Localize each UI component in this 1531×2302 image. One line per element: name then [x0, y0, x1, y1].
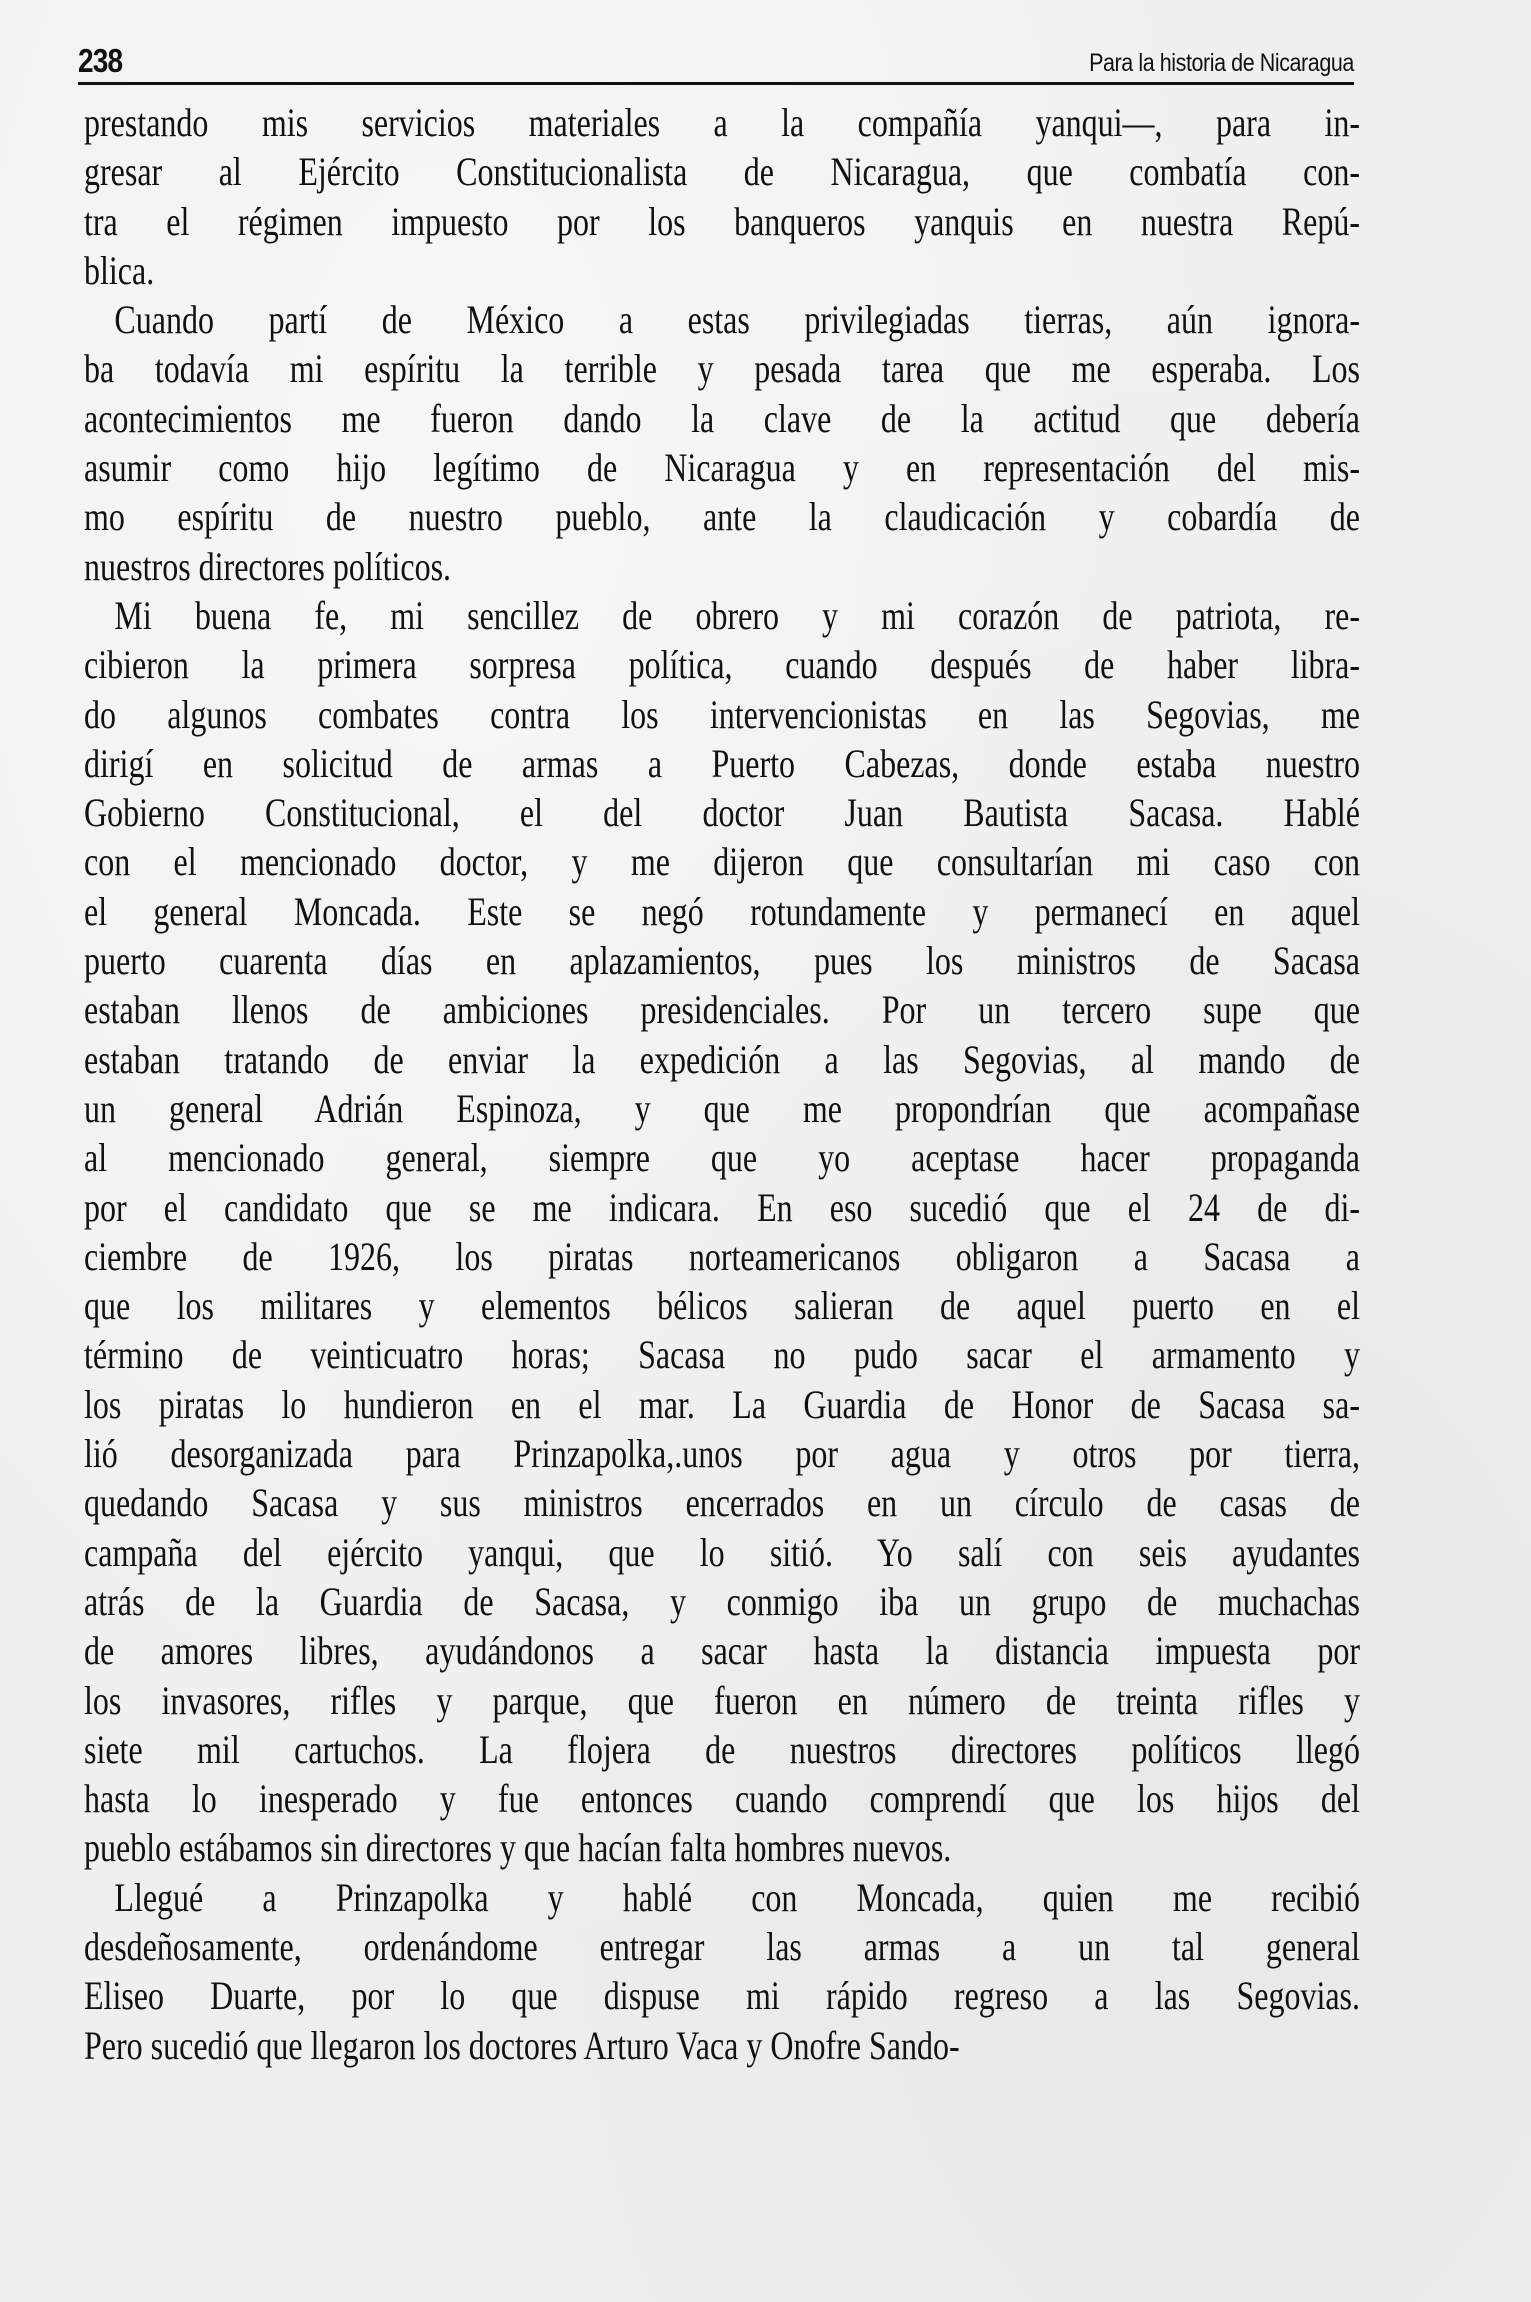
paragraph: [84, 98, 1360, 295]
text-line: do algunos combates contra los intervencionistas en las Segovias, me: [84, 691, 1360, 737]
text-line: los piratas lo hundieron en el mar. La Guardia de Honor de Sacasa sa-: [84, 1381, 1360, 1427]
text-line: asumir como hijo legítimo de Nicaragua y en representación del mis-: [84, 445, 1360, 491]
text-line: el general Moncada. Este se negó rotundamente y permanecí en aquel: [84, 888, 1360, 934]
text-line: prestando mis servicios materiales a la compañía yanqui—, para in-: [84, 100, 1360, 145]
text-line: los invasores, rifles y parque, que fueron en número de treinta rifles y: [84, 1677, 1360, 1723]
text-line: acontecimientos me fueron dando la clave de la actitud que debería: [84, 395, 1360, 441]
page-header: [78, 40, 1354, 82]
text-line: con el mencionado doctor, y me dijeron que consultarían mi caso con: [84, 839, 1360, 885]
paragraph: [84, 1873, 1360, 2070]
text-line: blica.: [84, 247, 155, 293]
page-number: 238: [78, 42, 123, 79]
text-line: siete mil cartuchos. La flojera de nuestros directores políticos llegó: [84, 1726, 1360, 1772]
text-line: por el candidato que se me indicara. En eso sucedió que el 24 de di-: [84, 1184, 1360, 1230]
text-line: dirigí en solicitud de armas a Puerto Cabezas, donde estaba nuestro: [84, 740, 1360, 786]
paragraph: [84, 591, 1360, 1873]
header-rule: [78, 82, 1354, 85]
text-line: Llegué a Prinzapolka y hablé con Moncada, quien me recibió: [114, 1874, 1360, 1920]
text-line: puerto cuarenta días en aplazamientos, pues los ministros de Sacasa: [84, 938, 1360, 984]
text-line: al mencionado general, siempre que yo aceptase hacer propaganda: [84, 1135, 1360, 1181]
text-line: un general Adrián Espinoza, y que me propondrían que acompañase: [84, 1085, 1360, 1131]
text-line: campaña del ejército yanqui, que lo sitió. Yo salí con seis ayudantes: [84, 1529, 1360, 1575]
text-line: mo espíritu de nuestro pueblo, ante la claudicación y cobardía de: [84, 494, 1360, 540]
text-line: término de veinticuatro horas; Sacasa no pudo sacar el armamento y: [84, 1332, 1360, 1378]
text-line: Pero sucedió que llegaron los doctores Arturo Vaca y Onofre Sando-: [84, 2022, 960, 2068]
text-line: estaban llenos de ambiciones presidenciales. Por un tercero supe que: [84, 987, 1360, 1033]
text-line: de amores libres, ayudándonos a sacar hasta la distancia impuesta por: [84, 1628, 1360, 1674]
text-line: cibieron la primera sorpresa política, cuando después de haber libra-: [84, 642, 1360, 688]
text-line: nuestros directores políticos.: [84, 543, 452, 589]
paragraph: [84, 295, 1360, 591]
text-line: desdeñosamente, ordenándome entregar las armas a un tal general: [84, 1923, 1360, 1969]
text-line: Eliseo Duarte, por lo que dispuse mi rápido regreso a las Segovias.: [84, 1973, 1360, 2019]
text-line: que los militares y elementos bélicos salieran de aquel puerto en el: [84, 1283, 1360, 1329]
text-line: hasta lo inesperado y fue entonces cuando comprendí que los hijos del: [84, 1776, 1360, 1822]
text-line: atrás de la Guardia de Sacasa, y conmigo iba un grupo de muchachas: [84, 1578, 1360, 1624]
text-line: estaban tratando de enviar la expedición a las Segovias, al mando de: [84, 1036, 1360, 1082]
text-line: ba todavía mi espíritu la terrible y pesada tarea que me esperaba. Los: [84, 346, 1360, 392]
text-line: tra el régimen impuesto por los banqueros yanquis en nuestra Repú-: [84, 198, 1360, 244]
text-line: ciembre de 1926, los piratas norteamericanos obligaron a Sacasa a: [84, 1233, 1360, 1279]
text-line: gresar al Ejército Constitucionalista de Nicaragua, que combatía con-: [84, 149, 1360, 195]
body-text: [84, 98, 1360, 2070]
text-line: Gobierno Constitucional, el del doctor Juan Bautista Sacasa. Hablé: [84, 790, 1360, 836]
text-line: Mi buena fe, mi sencillez de obrero y mi corazón de patriota, re-: [114, 592, 1360, 638]
running-head: Para la historia de Nicaragua: [1089, 49, 1354, 77]
text-line: lió desorganizada para Prinzapolka,.unos por agua y otros por tierra,: [84, 1431, 1360, 1477]
text-line: pueblo estábamos sin directores y que hacían falta hombres nuevos.: [84, 1825, 952, 1871]
text-line: Cuando partí de México a estas privilegiadas tierras, aún ignora-: [114, 297, 1360, 343]
text-line: quedando Sacasa y sus ministros encerrados en un círculo de casas de: [84, 1480, 1360, 1526]
